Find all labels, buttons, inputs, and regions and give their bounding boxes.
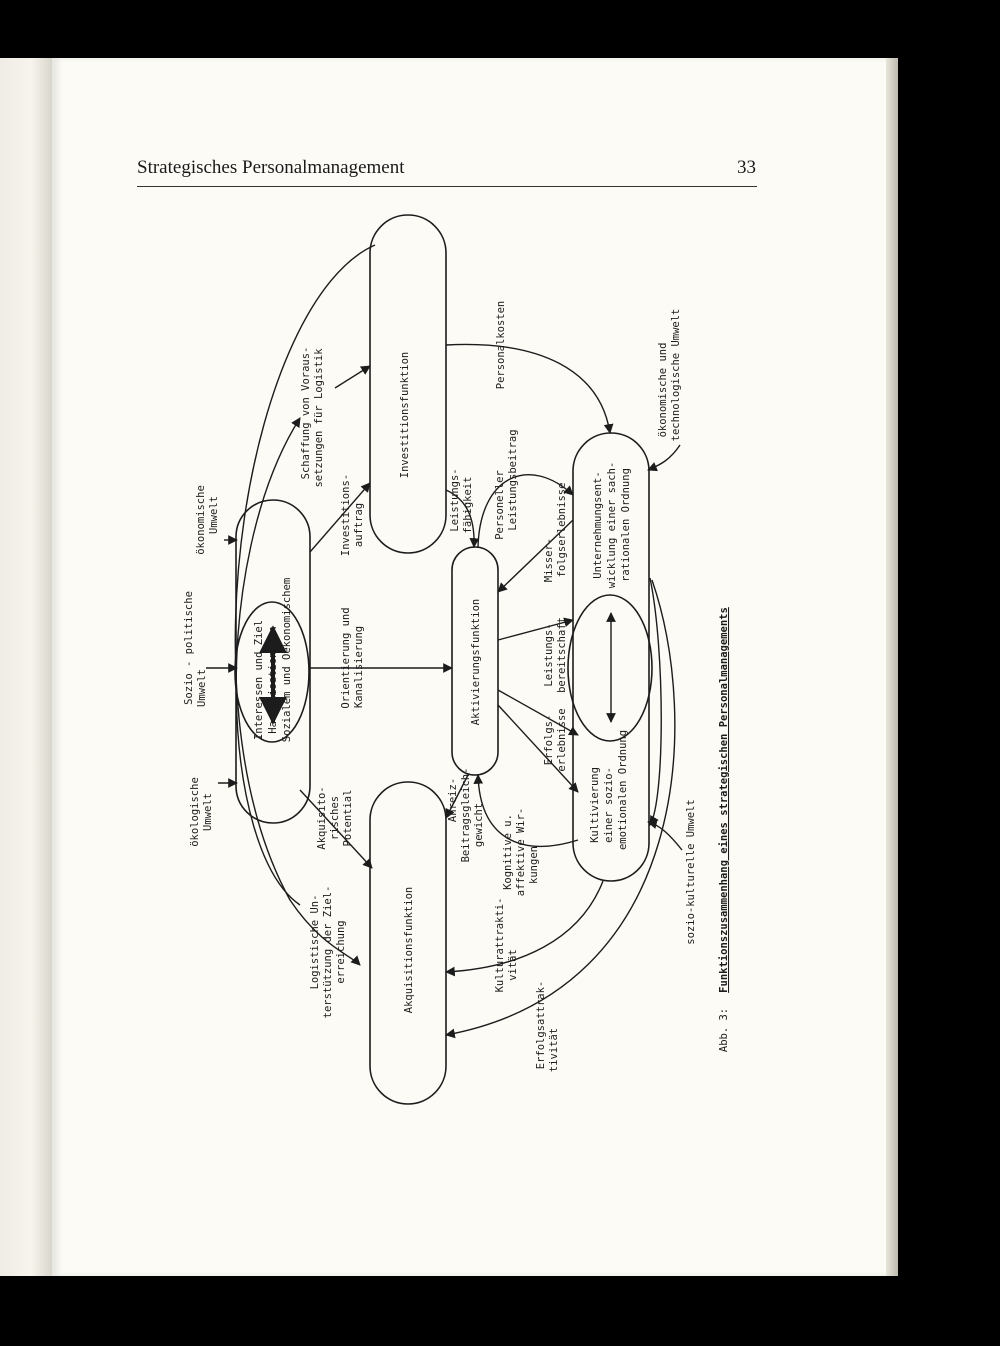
kognitive-line-1: Kognitive u. xyxy=(502,814,514,890)
investitionsauftrag-line-2: auftrag xyxy=(353,502,365,548)
orientierung-line-2: Kanalisierung xyxy=(353,625,365,709)
oekonomische-line-2: Umwelt xyxy=(208,496,220,534)
ordnung-right-loop xyxy=(650,578,661,825)
personeller-line-2: Leistungsbeitrag xyxy=(507,429,519,531)
akquisitorisches-line-3: Potential xyxy=(342,789,354,847)
schaffung-arrow xyxy=(335,366,370,388)
kultivierung-line-3: emotionalen Ordnung xyxy=(617,729,629,851)
kultivierung-line-1: Kultivierung xyxy=(589,767,601,843)
ordnung-inner-ellipse xyxy=(568,595,652,741)
investition-label: Investitionsfunktion xyxy=(399,351,411,479)
kultivierung-line-2: einer sozio- xyxy=(603,767,615,843)
logistische-line-1: Logistische Un- xyxy=(309,894,321,990)
soziopolitische-line-1: Sozio - politische xyxy=(183,591,195,705)
leistungsbereitschaft-line-2: bereitschaft xyxy=(556,617,568,693)
oekologische-line-2: Umwelt xyxy=(202,793,214,831)
soziokulturelle-label: sozio-kulturelle Umwelt xyxy=(685,799,697,945)
anreiz-line-3: gewicht xyxy=(473,802,485,848)
misserfolg-line-2: folgserlebnisse xyxy=(556,482,568,578)
schaffung-line-1: Schaffung von Voraus- xyxy=(300,346,312,480)
leistungsbereitschaft-line-1: Leistungs- xyxy=(543,623,555,687)
oekologische-line-1: ökologische xyxy=(189,777,201,847)
logistische-line-3: erreichung xyxy=(335,920,347,984)
akquisitorisches-line-1: Akquisito- xyxy=(316,786,328,850)
erfolgsattraktivitaet-line-1: Erfolgsattrak- xyxy=(535,980,547,1070)
misserfolg-line-1: Misser- xyxy=(543,537,555,583)
oekon-tech-line-2: technologische Umwelt xyxy=(670,308,682,442)
figure-caption-prefix: Abb. 3: xyxy=(718,1007,730,1053)
erfolgserlebnisse-line-1: Erfolgs- xyxy=(543,714,555,766)
kognitive-arrow xyxy=(478,775,578,846)
unternehmung-line-1: Unternehmungsent- xyxy=(592,471,604,579)
anreiz-line-2: Beitragsgleich- xyxy=(460,767,472,863)
kognitive-line-2: affektive Wir- xyxy=(515,807,527,897)
unternehmung-line-2: wicklung einer sach- xyxy=(606,461,618,589)
schaffung-line-2: setzungen für Logistik xyxy=(313,348,325,488)
akquisition-label: Akquisitionsfunktion xyxy=(403,886,415,1014)
aktivierung-label: Aktivierungsfunktion xyxy=(470,598,482,726)
personeller-line-1: Personeller xyxy=(494,470,506,540)
kognitive-line-3: kungen xyxy=(528,846,540,884)
logistische-line-2: terstützung der Ziel- xyxy=(322,885,334,1019)
unternehmung-line-3: rationalen Ordnung xyxy=(620,468,632,582)
soziokulturelle-arrow xyxy=(648,822,682,850)
harmonisation-line-2: Harmonisation von xyxy=(267,626,279,734)
personalkosten-arrow xyxy=(446,344,610,433)
soziopolitische-line-2: Umwelt xyxy=(196,669,208,707)
investitionsauftrag-line-1: Investitions- xyxy=(340,473,352,557)
page-number: 33 xyxy=(737,157,756,178)
leistungsfaehigkeit-line-1: Leistungs- xyxy=(449,468,461,532)
leistungsfaehigkeit-line-2: fähigkeit xyxy=(462,476,474,534)
anreiz-line-1: Anreiz- xyxy=(447,777,459,823)
oekonomische-line-1: ökonomische xyxy=(195,485,207,555)
oekon-tech-arrow xyxy=(648,445,680,470)
kulturattraktivitaet-line-1: Kulturattrakti- xyxy=(494,897,506,993)
erfolgsattraktivitaet-line-2: tivität xyxy=(548,1027,560,1073)
kulturattraktivitaet-line-2: vität xyxy=(507,949,519,981)
running-header-title: Strategisches Personalmanagement xyxy=(137,157,405,178)
personalkosten-label: Personalkosten xyxy=(495,300,507,390)
harmonisation-line-1: Interessen und Ziel xyxy=(253,619,265,741)
orientierung-line-1: Orientierung und xyxy=(340,607,352,709)
harmonisation-line-3: Sozialem und Oekonomischem xyxy=(281,577,293,743)
akquisitorisches-line-2: risches xyxy=(329,795,341,841)
erfolgserlebnisse-line-2: erlebnisse xyxy=(556,708,568,772)
oekon-tech-line-1: ökonomische und xyxy=(657,342,669,438)
figure-caption-title: Funktionszusammenhang eines strategischen Personalmanagements xyxy=(718,607,730,993)
